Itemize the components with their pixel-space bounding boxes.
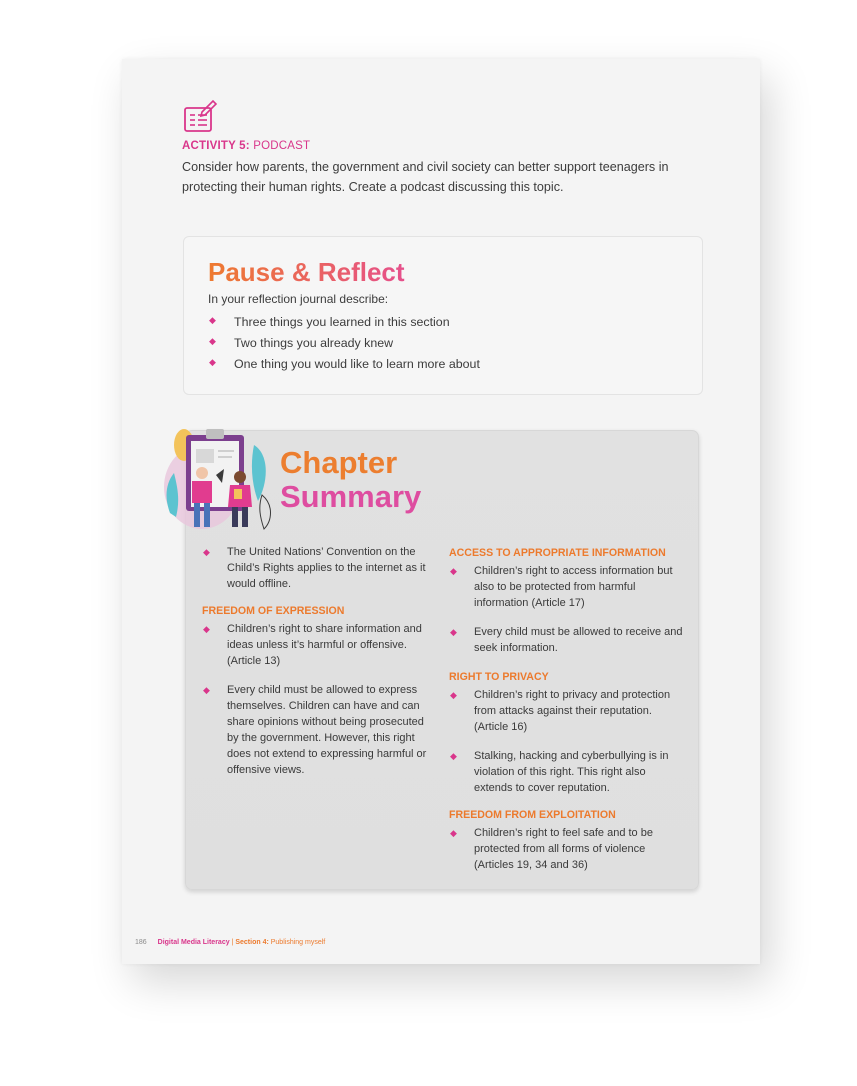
section-heading: RIGHT TO PRIVACY: [449, 671, 549, 683]
list-item: ◆ Stalking, hacking and cyberbullying is in violation of this right. This right also extends to cover reputation.: [450, 750, 669, 794]
bullet-icon: ◆: [203, 624, 210, 634]
clipboard-people-illustration: [162, 425, 277, 535]
summary-title: [280, 446, 421, 514]
bullet-icon: ◆: [450, 690, 457, 700]
document-page: [122, 59, 760, 964]
list-item: ◆ Children’s right to access information but also to be protected from harmful information (Article 17): [450, 565, 673, 609]
activity-title: [182, 140, 310, 152]
footer-section-name: Publishing myself: [270, 939, 326, 946]
list-item: ◆ The United Nations’ Convention on the Child’s Rights applies to the internet as it would offline.: [203, 546, 426, 590]
bullet-icon: ◆: [450, 566, 457, 576]
activity-label: ACTIVITY 5:: [182, 140, 250, 152]
list-item: ◆ Three things you learned in this section: [209, 315, 450, 329]
bullet-icon: ◆: [450, 751, 457, 761]
list-item: ◆ Children’s right to privacy and protection from attacks against their reputation. (Article 16): [450, 689, 671, 733]
list-item: ◆ Children’s right to share information and ideas unless it’s harmful or offensive. (Article 13): [203, 623, 422, 667]
footer-separator: |: [231, 939, 234, 946]
pause-intro: In your reflection journal describe:: [208, 292, 389, 306]
summary-title-line2: Summary: [280, 479, 422, 514]
bullet-icon: ◆: [203, 547, 210, 557]
summary-left-column: [202, 544, 430, 778]
footer-brand: Digital Media Literacy: [157, 939, 230, 946]
list-item: ◆ Every child must be allowed to express themselves. Children can have and can share opinions without being prosecuted by the government. However, this right does not extend to expressing harmful or offensive views.: [203, 684, 427, 776]
section-heading: FREEDOM OF EXPRESSION: [202, 605, 345, 617]
bullet-icon: ◆: [209, 357, 216, 367]
activity-description: Consider how parents, the government and civil society can better support teenagers in protecting their human rights. Create a podcast discussing this topic.: [182, 160, 669, 194]
footer-section: Section 4:: [235, 939, 269, 946]
pause-title: Pause & Reflect: [208, 257, 405, 287]
list-item: ◆ Every child must be allowed to receive and seek information.: [450, 626, 683, 654]
page-footer: [135, 939, 325, 946]
bullet-icon: ◆: [450, 828, 457, 838]
list-item: ◆ Two things you already knew: [209, 336, 394, 350]
summary-right-column: [449, 545, 683, 873]
bullet-icon: ◆: [209, 336, 216, 346]
section-heading: FREEDOM FROM EXPLOITATION: [449, 809, 616, 821]
pause-list: [208, 315, 480, 378]
list-item: ◆ One thing you would like to learn more about: [209, 357, 480, 371]
activity-name: PODCAST: [253, 140, 311, 152]
clipboard-pencil-icon: [182, 99, 218, 135]
bullet-icon: ◆: [450, 627, 457, 637]
summary-title-line1: Chapter: [280, 445, 398, 480]
pause-reflect-box: [183, 236, 703, 395]
bullet-icon: ◆: [209, 315, 216, 325]
page-number: 186: [135, 939, 147, 946]
section-heading: ACCESS TO APPROPRIATE INFORMATION: [449, 547, 666, 559]
bullet-icon: ◆: [203, 685, 210, 695]
list-item: ◆ Children’s right to feel safe and to be protected from all forms of violence (Articles 19, 34 and 36): [450, 827, 653, 871]
